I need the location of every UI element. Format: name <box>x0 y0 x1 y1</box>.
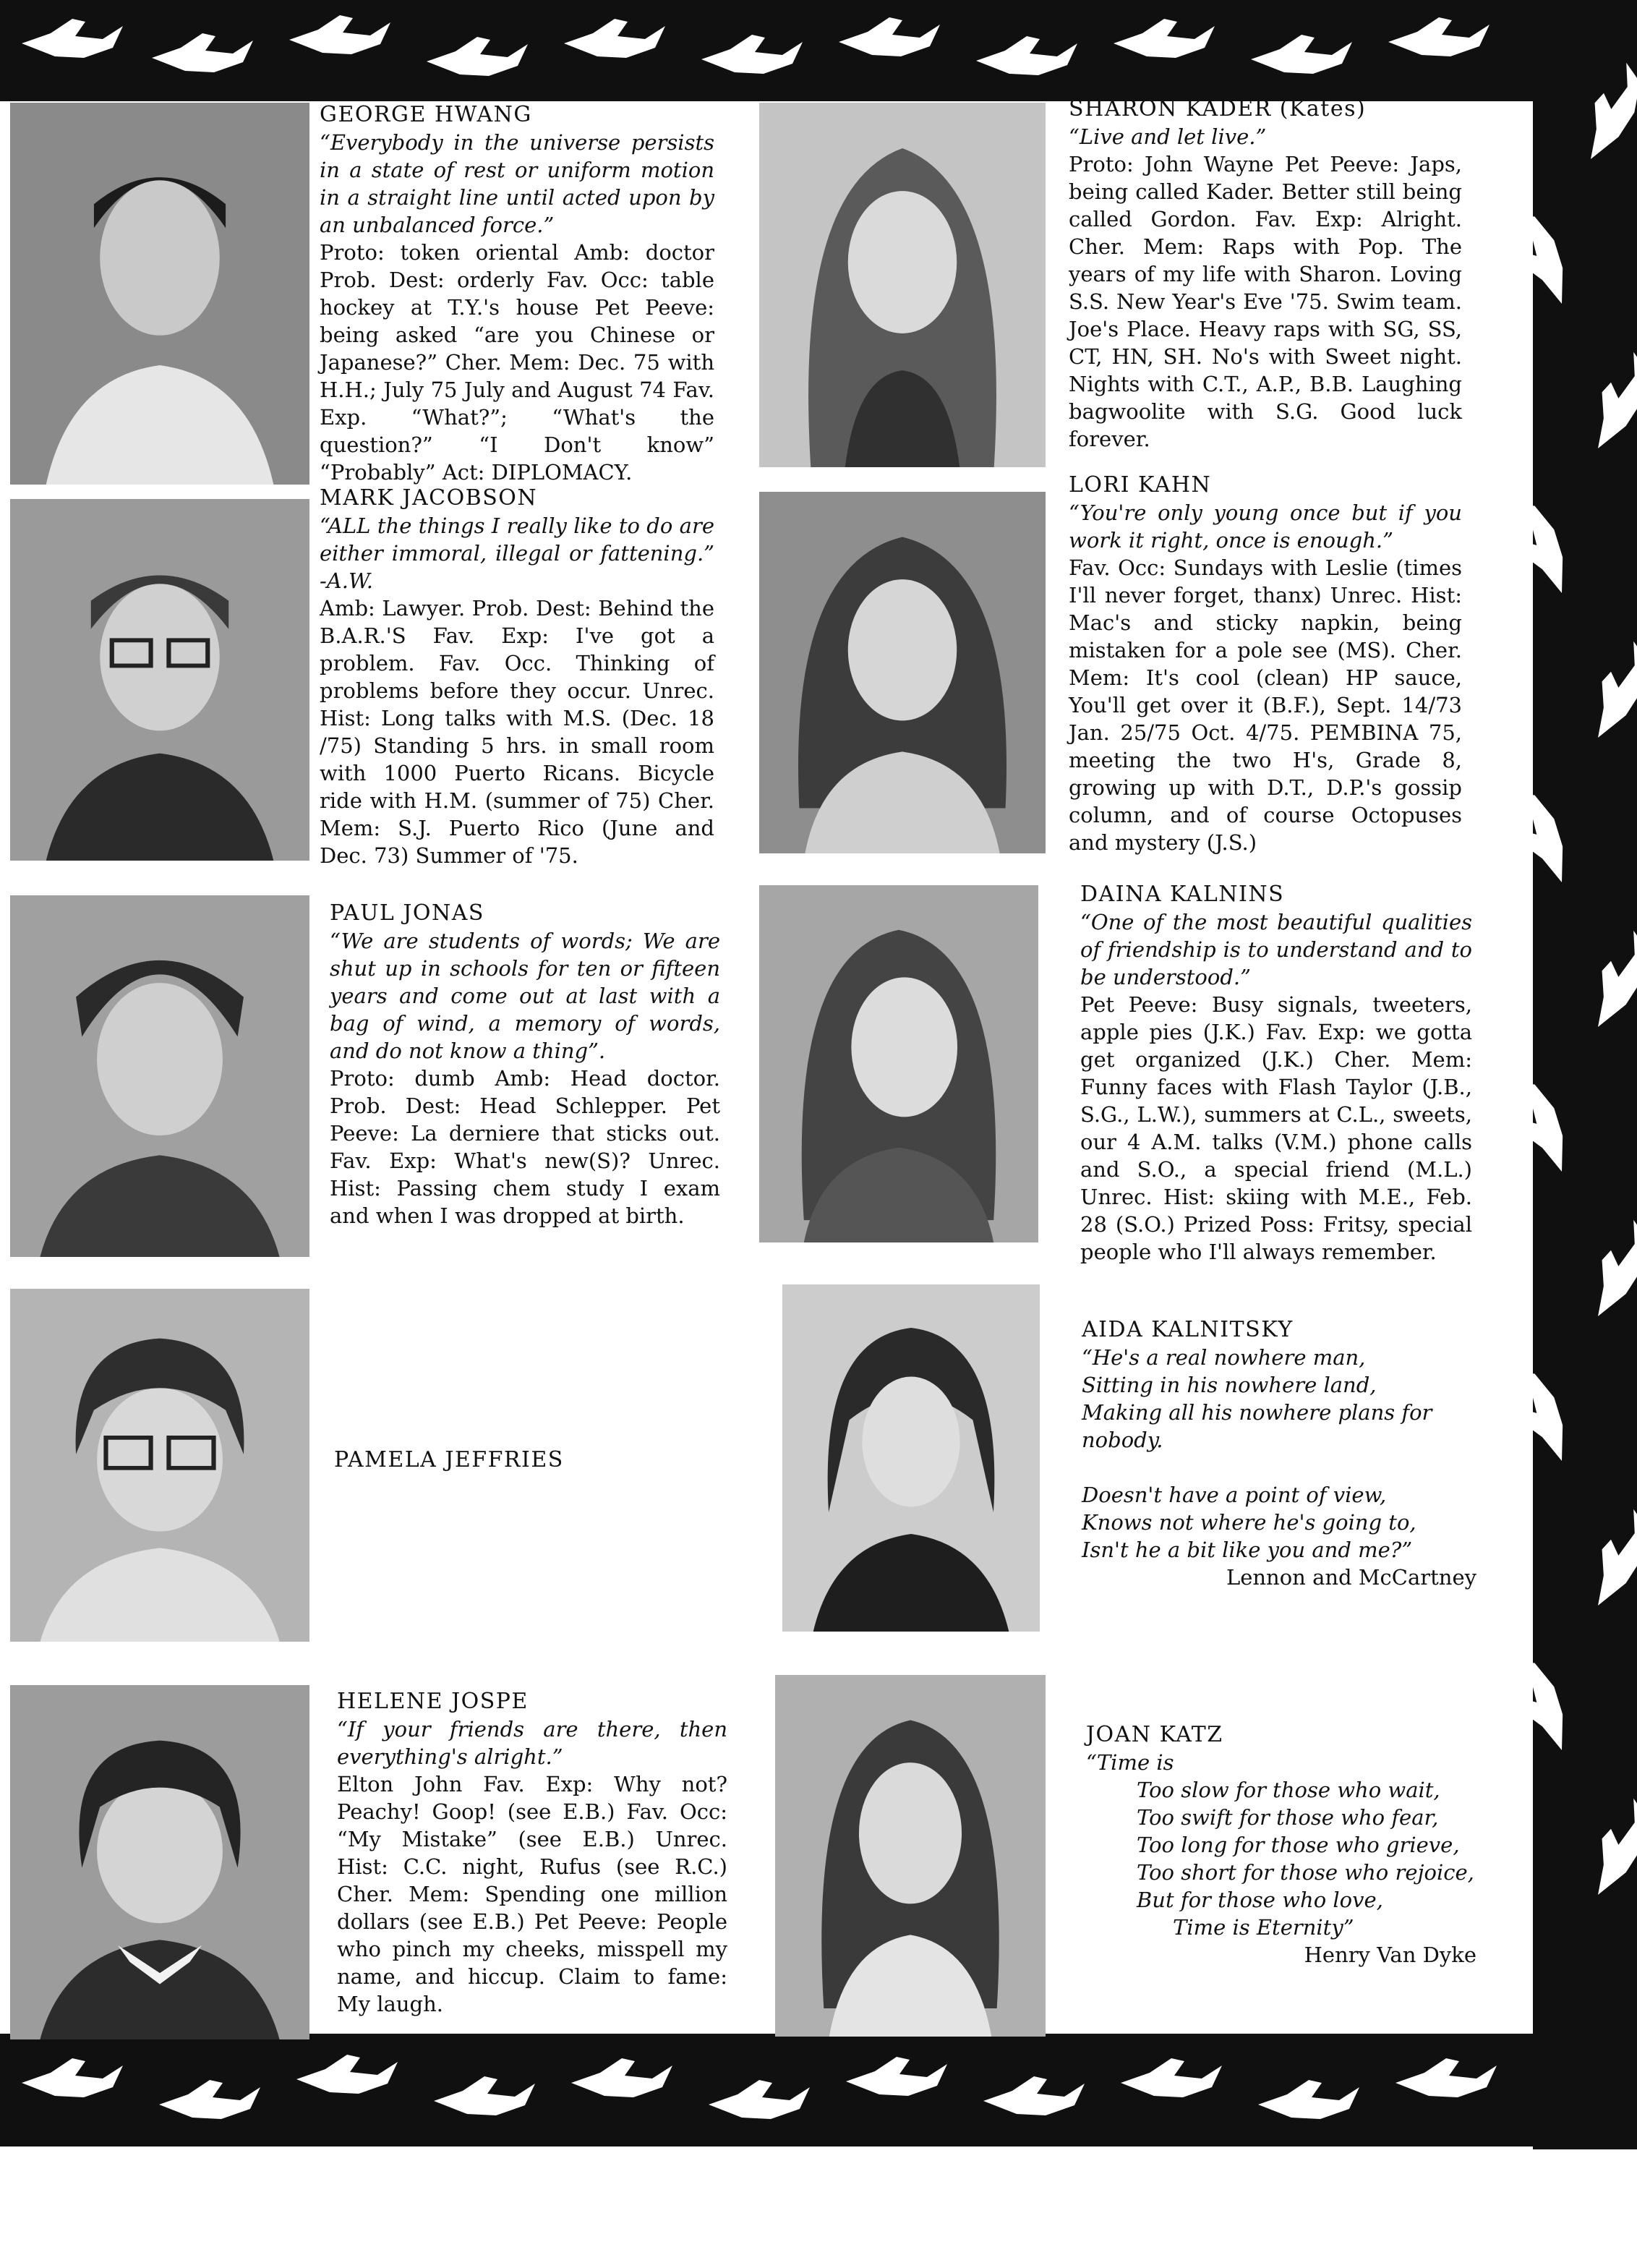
student-quote: “If your friends are there, then everything's alright.” <box>337 1717 727 1769</box>
student-name: SHARON KADER (Kates) <box>1069 96 1367 122</box>
student-write-up: Pet Peeve: Busy signals, tweeters, apple pies (J.K.) Fav. Exp: we gotta get organized (J.K.) Cher. Mem: Funny faces with Flash Taylor (J.B., S.G., L.W.), summers at C.L., sweets, our 4 A.M. talks (V.M.) phone calls and S.O., a special friend (M.L.) Unrec. Hist: skiing with M.E., Feb. 28 (S.O.) Prized Poss: Fritsy, special people who I'll always remember. <box>1080 992 1472 1264</box>
song-lyric-verse-2 <box>1082 1481 1476 1564</box>
border-right <box>1533 0 1637 2149</box>
student-name: JOAN KATZ <box>1086 1722 1223 1747</box>
student-quote: “ALL the things I really like to do are either immoral, illegal or fattening.” -A.W. <box>320 513 714 593</box>
lyric-line: Knows not where he's going to, <box>1082 1510 1416 1535</box>
student-quote: “One of the most beautiful qualities of friendship is to understand and to be understood.” <box>1080 910 1472 989</box>
border-bottom <box>0 2034 1637 2146</box>
portrait-photo-george-hwang <box>10 103 309 485</box>
poem-line: Too swift for those who fear, <box>1137 1805 1439 1830</box>
student-quote: “We are students of words; We are shut up in schools for ten or fifteen years and come out at last with a bag of wind, a memory of words, and do not know a thing”. <box>330 929 720 1063</box>
portrait-photo-mark-jacobson <box>10 499 309 861</box>
entry-paul-jonas <box>330 900 720 1229</box>
student-name: GEORGE HWANG <box>320 102 532 127</box>
student-name: PAUL JONAS <box>330 900 484 926</box>
poem-line: Too long for those who grieve, <box>1137 1833 1460 1857</box>
student-write-up: Elton John Fav. Exp: Why not? Peachy! Goop! (see E.B.) Fav. Occ: “My Mistake” (see E.B.) Unrec. Hist: C.C. night, Rufus (see R.C.) Cher. Mem: Spending one million dollars (see E.B.) Pet Peeve: People who pinch my cheeks, misspell my name, and hiccup. Claim to fame: My laugh. <box>337 1772 727 2016</box>
poem-lead: “Time is <box>1086 1750 1174 1775</box>
entry-mark-jacobson <box>320 485 714 869</box>
student-name: MARK JACOBSON <box>320 485 538 511</box>
student-name: DAINA KALNINS <box>1080 882 1285 907</box>
student-write-up: Fav. Occ: Sundays with Leslie (times I'll never forget, thanx) Unrec. Hist: Mac's and sticky napkin, being mistaken for a pole see (MS). Cher. Mem: It's cool (clean) HP sauce, You'll get over it (B.F.), Sept. 14/73 Jan. 25/75 Oct. 4/75. PEMBINA 75, meeting the two H's, Grade 8, growing up with D.T., D.P.'s gossip column, and of course Octopuses and mystery (J.S.) <box>1069 555 1462 855</box>
student-name: AIDA KALNITSKY <box>1082 1317 1294 1342</box>
student-quote: “You're only young once but if you work it right, once is enough.” <box>1069 500 1462 553</box>
portrait-photo-lori-kahn <box>759 492 1046 853</box>
poem-line: Time is Eternity” <box>1173 1915 1354 1940</box>
portrait-photo-helene-jospe <box>10 1685 309 2039</box>
portrait-photo-sharon-kader <box>759 103 1046 467</box>
student-quote: “Everybody in the universe persists in a state of rest or uniform motion in a straight line until acted upon by an unbalanced force.” <box>320 130 714 237</box>
entry-joan-katz <box>1086 1721 1476 1969</box>
student-name: PAMELA JEFFRIES <box>334 1447 564 1472</box>
lyric-line: Making all his nowhere plans for nobody. <box>1082 1400 1432 1452</box>
entry-aida-kalnitsky <box>1082 1316 1476 1591</box>
portrait-photo-aida-kalnitsky <box>782 1284 1040 1632</box>
poem-line: Too short for those who rejoice, <box>1137 1860 1474 1885</box>
poem-line: But for those who love, <box>1137 1888 1383 1912</box>
student-name: LORI KAHN <box>1069 472 1212 498</box>
poem-credit: Henry Van Dyke <box>1304 1943 1476 1967</box>
page-number: 27 <box>1562 2126 1585 2149</box>
entry-sharon-kader <box>1069 95 1462 453</box>
lyric-line: Doesn't have a point of view, <box>1082 1483 1387 1507</box>
entry-pamela-jeffries <box>334 1446 725 1474</box>
entry-lori-kahn <box>1069 472 1462 856</box>
border-top <box>0 0 1637 101</box>
student-write-up: Amb: Lawyer. Prob. Dest: Behind the B.A.R.'S Fav. Exp: I've got a problem. Fav. Occ. Thinking of problems before they occur. Unrec. Hist: Long talks with M.S. (Dec. 18 /75) Standing 5 hrs. in small room with 1000 Puerto Ricans. Bicycle ride with H.M. (summer of 75) Cher. Mem: S.J. Puerto Rico (June and Dec. 73) Summer of '75. <box>320 596 714 868</box>
song-lyric-verse-1 <box>1082 1344 1476 1454</box>
student-name: HELENE JOSPE <box>337 1689 529 1714</box>
portrait-photo-joan-katz <box>775 1675 1046 2037</box>
lyric-credit: Lennon and McCartney <box>1226 1565 1476 1590</box>
entry-daina-kalnins <box>1080 881 1472 1266</box>
student-quote: “Live and let live.” <box>1069 124 1267 149</box>
portrait-photo-paul-jonas <box>10 895 309 1257</box>
portrait-photo-pamela-jeffries <box>10 1289 309 1642</box>
poem-line: Too slow for those who wait, <box>1137 1778 1440 1802</box>
student-write-up: Proto: dumb Amb: Head doctor. Prob. Dest: Head Schlepper. Pet Peeve: La derniere that sticks out. Fav. Exp: What's new(S)? Unrec. Hist: Passing chem study I exam and when I was dropped at birth. <box>330 1066 720 1228</box>
entry-george-hwang <box>320 101 714 486</box>
student-write-up: Proto: John Wayne Pet Peeve: Japs, being called Kader. Better still being called Gordon. Fav. Exp: Alright. Cher. Mem: Raps with Pop. The years of my life with Sharon. Loving S.S. New Year's Eve '75. Swim team. Joe's Place. Heavy raps with SG, SS, CT, HN, SH. No's with Sweet night. Nights with C.T., A.P., B.B. Laughing bagwoolite with S.G. Good luck forever. <box>1069 152 1462 451</box>
student-write-up: Proto: token oriental Amb: doctor Prob. Dest: orderly Fav. Occ: table hockey at T.Y.'s house Pet Peeve: being asked “are you Chinese or Japanese?” Cher. Mem: Dec. 75 with H.H.; July 75 July and August 74 Fav. Exp. “What?”; “What's the question?” “I Don't know” “Probably” Act: DIPLOMACY. <box>320 240 714 485</box>
lyric-line: Sitting in his nowhere land, <box>1082 1373 1377 1397</box>
lyric-line: “He's a real nowhere man, <box>1082 1345 1366 1370</box>
lyric-line: Isn't he a bit like you and me?” <box>1082 1538 1413 1562</box>
portrait-photo-daina-kalnins <box>759 885 1038 1242</box>
entry-helene-jospe <box>337 1688 727 2018</box>
